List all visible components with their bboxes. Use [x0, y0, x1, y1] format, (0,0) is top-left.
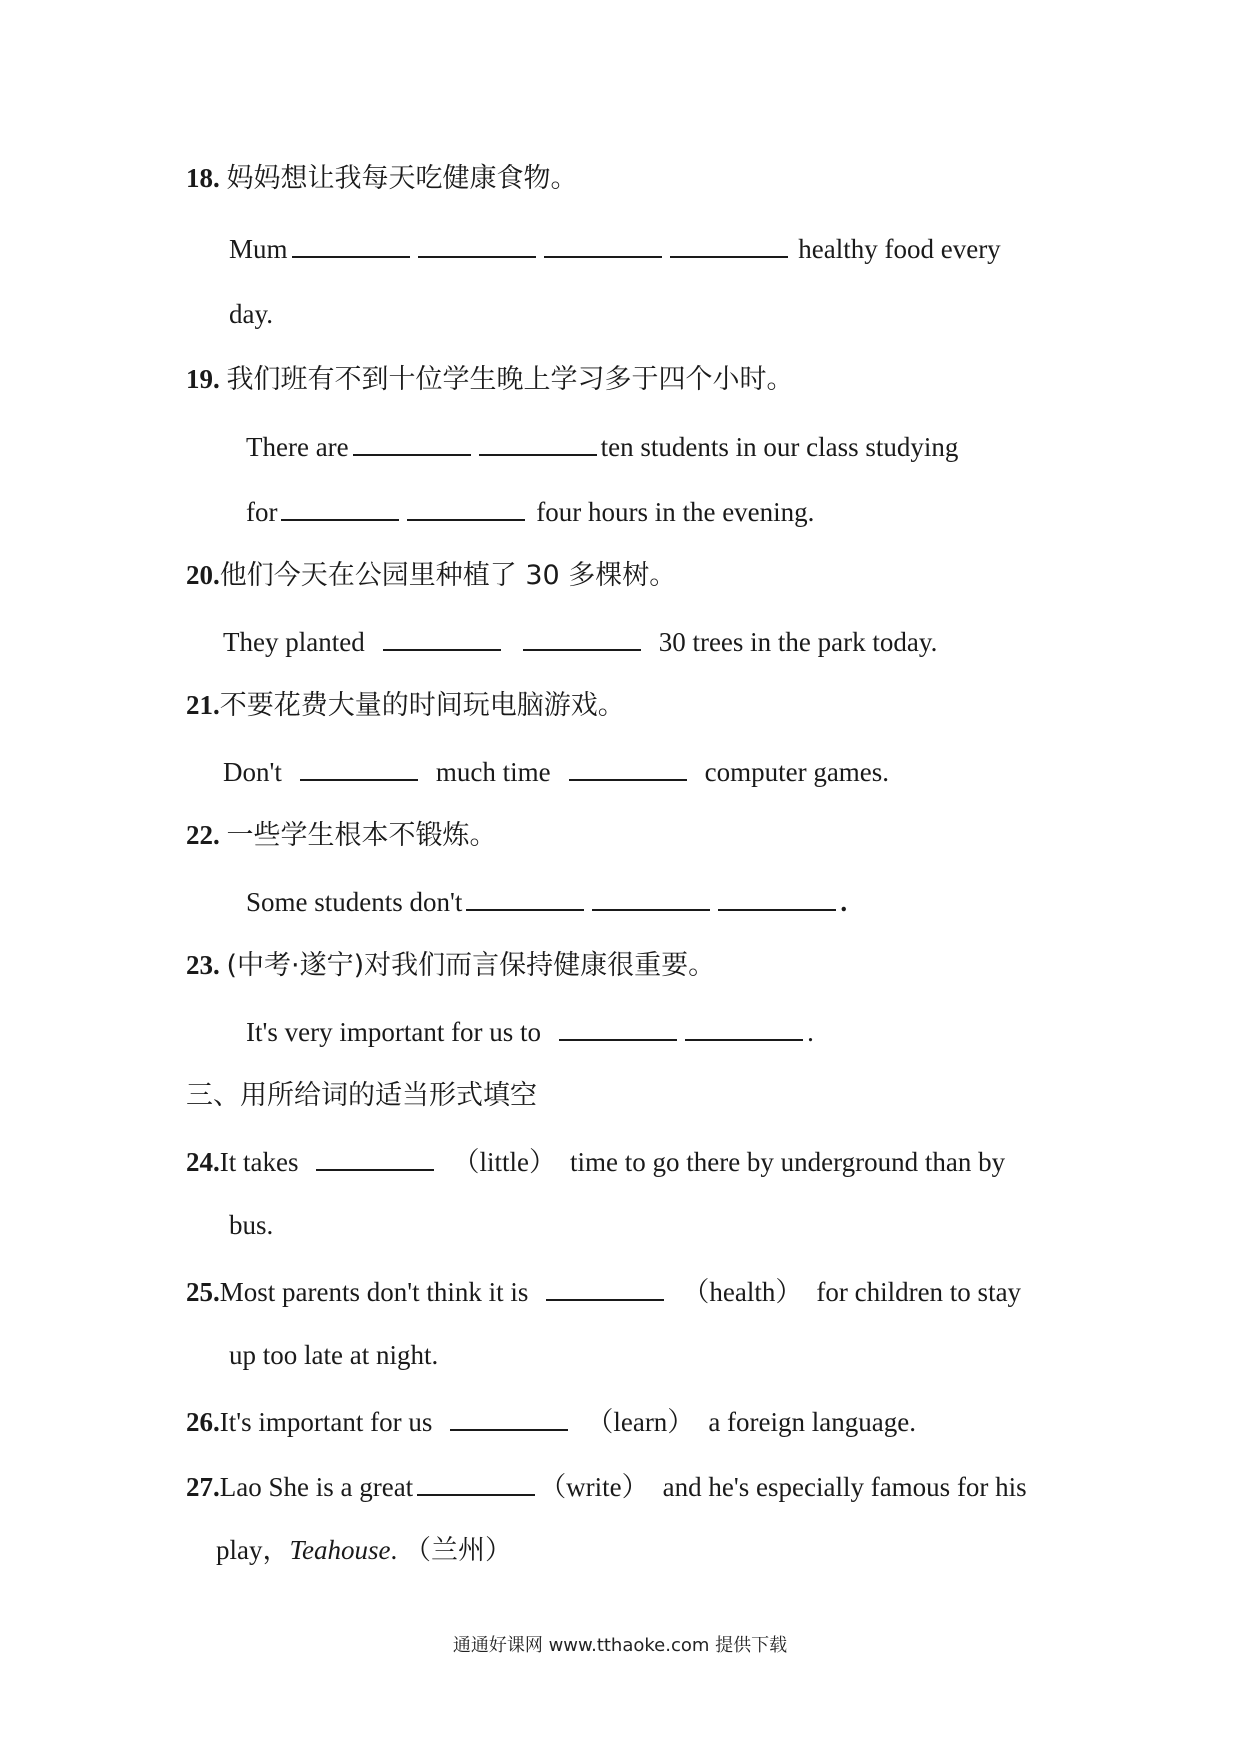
question-18-answer-line [229, 229, 1001, 265]
question-18-prompt [186, 160, 578, 196]
question-26-line [186, 1402, 916, 1438]
question-19-prompt [186, 361, 794, 397]
section-heading [186, 1077, 537, 1113]
question-number: 18. [186, 163, 220, 193]
question-25-line [186, 1272, 1021, 1308]
question-22-answer-line [246, 882, 847, 918]
question-19-answer-line-2 [246, 492, 814, 528]
source-note: . （兰州） [390, 1535, 513, 1565]
english-text: day. [229, 299, 273, 329]
answer-blank[interactable] [718, 882, 836, 911]
english-text: ten students in our class studying [600, 432, 959, 462]
word-hint: （learn） [586, 1407, 695, 1437]
english-text: up too late at night. [229, 1340, 439, 1370]
english-text: Some students don't [246, 887, 463, 917]
english-text: play， [216, 1535, 290, 1565]
answer-blank[interactable] [670, 229, 788, 258]
question-21-prompt [186, 687, 625, 723]
question-number: 20. [186, 560, 220, 590]
english-text: time to go there by underground than by [569, 1147, 1006, 1177]
question-19-answer-line-1 [246, 427, 958, 463]
answer-blank[interactable] [292, 229, 410, 258]
english-text: 30 trees in the park today. [658, 627, 938, 657]
play-title: Teahouse [289, 1535, 391, 1565]
english-text: four hours in the evening. [536, 497, 815, 527]
answer-blank[interactable] [316, 1142, 434, 1171]
english-text: Most parents don't think it is [219, 1277, 529, 1307]
answer-blank[interactable] [418, 229, 536, 258]
question-23-prompt [186, 947, 715, 983]
question-25-continuation [229, 1337, 438, 1373]
answer-blank[interactable] [544, 229, 662, 258]
english-text: for children to stay [816, 1277, 1022, 1307]
english-text: healthy food every [798, 234, 1001, 264]
english-text: and he's especially famous for his [662, 1472, 1027, 1502]
english-text: computer games. [704, 757, 890, 787]
answer-blank[interactable] [479, 427, 597, 456]
english-text: It's important for us [219, 1407, 433, 1437]
question-number: 19. [186, 364, 220, 394]
english-text: a foreign language. [708, 1407, 916, 1437]
chinese-sentence: 一些学生根本不锻炼。 [226, 820, 497, 851]
answer-blank[interactable] [592, 882, 710, 911]
question-27-continuation [216, 1532, 512, 1568]
question-20-answer-line [223, 622, 937, 658]
english-text: It's very important for us to [246, 1017, 542, 1047]
question-number: 27. [186, 1472, 220, 1502]
english-text: There are [246, 432, 349, 462]
question-number: 24. [186, 1147, 220, 1177]
period: . [840, 887, 848, 917]
answer-blank[interactable] [407, 492, 525, 521]
english-text: bus. [229, 1210, 274, 1240]
question-22-prompt [186, 817, 497, 853]
answer-blank[interactable] [353, 427, 471, 456]
word-hint: （little） [452, 1147, 556, 1177]
section-title: 三、用所给词的适当形式填空 [186, 1080, 537, 1111]
answer-blank[interactable] [281, 492, 399, 521]
question-number: 21. [186, 690, 220, 720]
question-24-continuation [229, 1207, 273, 1243]
answer-blank[interactable] [417, 1467, 535, 1496]
english-text: much time [435, 757, 551, 787]
chinese-sentence: 妈妈想让我每天吃健康食物。 [226, 163, 578, 194]
english-text: Lao She is a great [219, 1472, 414, 1502]
english-text: for [246, 497, 278, 527]
question-number: 23. [186, 950, 220, 980]
word-hint: （health） [682, 1277, 803, 1307]
question-number: 22. [186, 820, 220, 850]
question-number: 25. [186, 1277, 220, 1307]
answer-blank[interactable] [383, 622, 501, 651]
question-20-prompt [186, 557, 676, 593]
answer-blank[interactable] [300, 752, 418, 781]
question-number: 26. [186, 1407, 220, 1437]
answer-blank[interactable] [569, 752, 687, 781]
answer-blank[interactable] [559, 1012, 677, 1041]
answer-blank[interactable] [523, 622, 641, 651]
word-hint: （write） [539, 1472, 649, 1502]
chinese-sentence: 不要花费大量的时间玩电脑游戏。 [219, 690, 625, 721]
answer-blank[interactable] [450, 1402, 568, 1431]
chinese-sentence: (中考·遂宁)对我们而言保持健康很重要。 [226, 950, 716, 981]
footer-download-note: 通通好课网 www.tthaoke.com 提供下载 [452, 1635, 788, 1656]
answer-blank[interactable] [685, 1012, 803, 1041]
english-text: It takes [219, 1147, 299, 1177]
english-text: They planted [223, 627, 365, 657]
english-text: Don't [223, 757, 282, 787]
question-18-continuation [229, 296, 273, 332]
chinese-sentence: 我们班有不到十位学生晚上学习多于四个小时。 [226, 364, 794, 395]
question-23-answer-line [246, 1012, 814, 1048]
chinese-sentence: 他们今天在公园里种植了 30 多棵树。 [219, 560, 677, 591]
question-27-line [186, 1467, 1027, 1503]
question-21-answer-line [223, 752, 889, 788]
answer-blank[interactable] [546, 1272, 664, 1301]
english-text: Mum [229, 234, 288, 264]
period: . [807, 1017, 814, 1047]
answer-blank[interactable] [466, 882, 584, 911]
question-24-line [186, 1142, 1005, 1178]
